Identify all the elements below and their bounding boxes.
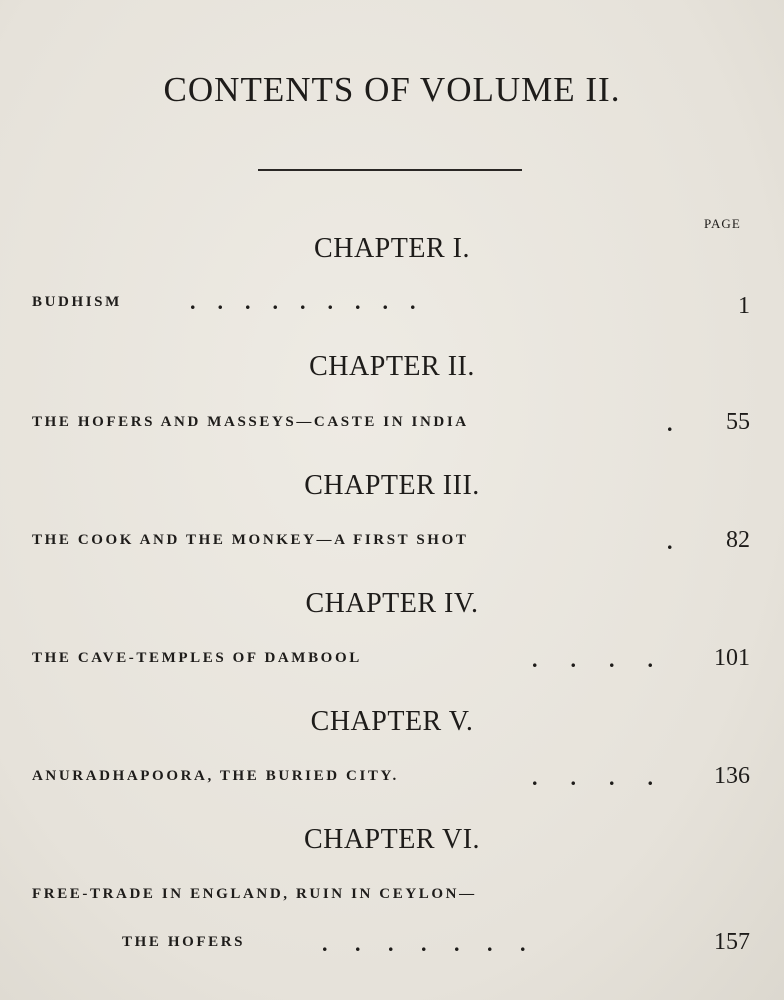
chapter-entry-title: THE CAVE-TEMPLES OF DAMBOOL bbox=[32, 650, 362, 666]
chapter-entry-title: BUDHISM bbox=[32, 294, 122, 310]
dot-leaders: . bbox=[667, 529, 673, 554]
chapter-entry-title-continued: THE HOFERS bbox=[122, 934, 246, 950]
page-number: 55 bbox=[726, 409, 750, 435]
chapter-heading: CHAPTER V. bbox=[310, 706, 474, 737]
chapter-heading: CHAPTER VI. bbox=[303, 824, 481, 855]
dot-leaders: . . . . bbox=[532, 765, 653, 790]
page-number: 101 bbox=[714, 645, 750, 671]
dot-leaders: . . . . . . . . . bbox=[190, 289, 416, 314]
chapter-entry-title: ANURADHAPOORA, THE BURIED CITY. bbox=[32, 768, 399, 784]
chapter-heading: CHAPTER II. bbox=[309, 351, 475, 382]
page-number: 157 bbox=[714, 929, 750, 955]
dot-leaders: . . . . bbox=[532, 647, 653, 672]
dot-leaders: . . . . . . . bbox=[322, 931, 526, 956]
page-number: 82 bbox=[726, 527, 750, 553]
page-title: CONTENTS OF VOLUME II. bbox=[163, 70, 621, 109]
chapter-heading: CHAPTER III. bbox=[304, 470, 480, 501]
chapter-entry-title: THE COOK AND THE MONKEY—A FIRST SHOT bbox=[32, 532, 469, 548]
title-divider bbox=[258, 169, 522, 171]
chapter-heading: CHAPTER I. bbox=[314, 233, 470, 264]
chapter-entry-title: THE HOFERS AND MASSEYS—CASTE IN INDIA bbox=[32, 414, 469, 430]
dot-leaders: . bbox=[667, 411, 673, 436]
chapter-entry-title: FREE-TRADE IN ENGLAND, RUIN IN CEYLON— bbox=[32, 886, 477, 902]
page-number: 1 bbox=[738, 293, 750, 319]
chapter-heading: CHAPTER IV. bbox=[305, 588, 479, 619]
page-number: 136 bbox=[714, 763, 750, 789]
page-column-label: PAGE bbox=[704, 216, 741, 231]
